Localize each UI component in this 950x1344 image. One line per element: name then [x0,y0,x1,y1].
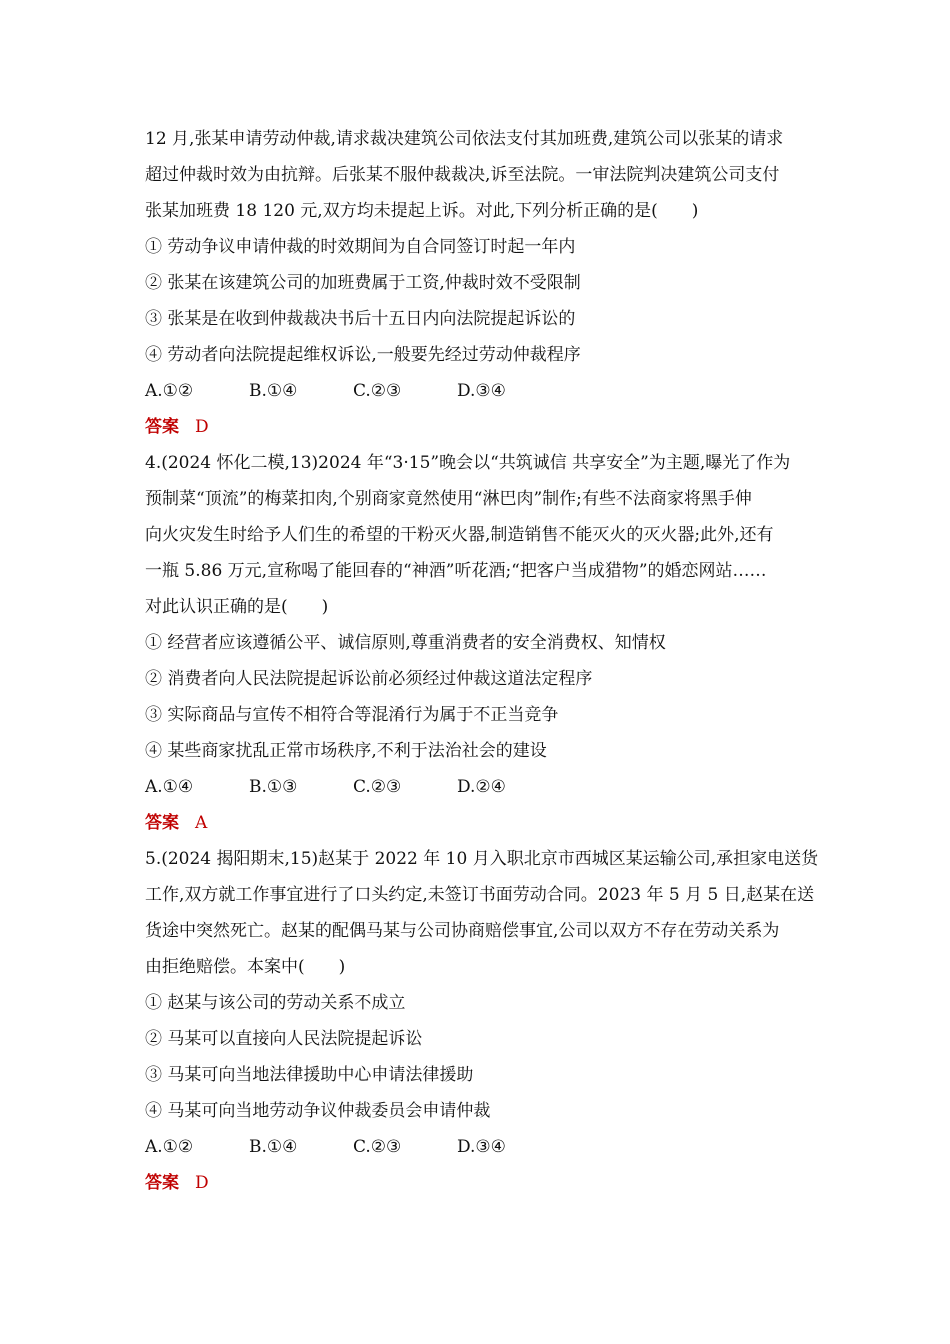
choice-a: A.①④ [145,777,194,797]
choice-c: C.②③ [353,777,402,797]
option-statement: ① 劳动争议申请仲裁的时效期间为自合同签订时起一年内 [145,237,576,257]
answer-line [145,805,815,841]
question-stem-line: 4.(2024 怀化二模,13)2024 年“3·15”晚会以“共筑诚信 共享安全”为主题,曝光了作为 [145,453,791,473]
question-stem-line: 向火灾发生时给予人们生的希望的干粉灭火器,制造销售不能灭火的灭火器;此外,还有 [145,525,774,545]
answer-label: 答案 [145,813,179,833]
choice-b: B.①③ [249,777,298,797]
option-statement: ② 马某可以直接向人民法院提起诉讼 [145,1029,423,1049]
answer-line [145,409,815,445]
option-statement: ② 消费者向人民法院提起诉讼前必须经过仲裁这道法定程序 [145,669,593,689]
question-stem-line: 5.(2024 揭阳期末,15)赵某于 2022 年 10 月入职北京市西城区某运输公司,承担家电送货 [145,849,819,869]
answer-label: 答案 [145,1173,179,1193]
option-statement: ③ 实际商品与宣传不相符合等混淆行为属于不正当竞争 [145,705,559,725]
choice-d: D.③④ [457,1137,506,1157]
question-stem-line: 由拒绝赔偿。本案中( ) [145,957,346,977]
question-stem-line: 超过仲裁时效为由抗辩。后张某不服仲裁裁决,诉至法院。一审法院判决建筑公司支付 [145,165,780,185]
choice-b: B.①④ [249,1137,298,1157]
question-stem-line: 对此认识正确的是( ) [145,597,329,617]
answer-choices [145,769,815,805]
option-statement: ④ 劳动者向法院提起维权诉讼,一般要先经过劳动仲裁程序 [145,345,581,365]
option-statement: ① 赵某与该公司的劳动关系不成立 [145,993,406,1013]
choice-d: D.③④ [457,381,506,401]
choice-c: C.②③ [353,1137,402,1157]
question-stem-line: 货途中突然死亡。赵某的配偶马某与公司协商赔偿事宜,公司以双方不存在劳动关系为 [145,921,780,941]
answer-label: 答案 [145,417,179,437]
choice-b: B.①④ [249,381,298,401]
choice-a: A.①② [145,1137,194,1157]
option-statement: ④ 马某可向当地劳动争议仲裁委员会申请仲裁 [145,1101,491,1121]
choice-a: A.①② [145,381,194,401]
document-page [145,121,819,1201]
option-statement: ① 经营者应该遵循公平、诚信原则,尊重消费者的安全消费权、知情权 [145,633,666,653]
question-stem-line: 一瓶 5.86 万元,宣称喝了能回春的“神酒”听花酒;“把客户当成猎物”的婚恋网站…… [145,561,767,581]
answer-choices [145,1129,815,1165]
question-stem-line: 工作,双方就工作事宜进行了口头约定,未签订书面劳动合同。2023 年 5 月 5 日,赵某在送 [145,885,815,905]
question-4 [145,445,815,841]
choice-d: D.②④ [457,777,506,797]
answer-value: A [195,813,208,833]
question-3 [145,121,815,445]
question-stem-line: 预制菜“顶流”的梅菜扣肉,个别商家竟然使用“淋巴肉”制作;有些不法商家将黑手伸 [145,489,752,509]
question-stem-line: 张某加班费 18 120 元,双方均未提起上诉。对此,下列分析正确的是( ) [145,201,699,221]
answer-value: D [195,417,209,437]
answer-line [145,1165,815,1201]
choice-c: C.②③ [353,381,402,401]
answer-value: D [195,1173,209,1193]
option-statement: ③ 马某可向当地法律援助中心申请法律援助 [145,1065,474,1085]
question-5 [145,841,819,1201]
option-statement: ③ 张某是在收到仲裁裁决书后十五日内向法院提起诉讼的 [145,309,576,329]
answer-choices [145,373,815,409]
option-statement: ② 张某在该建筑公司的加班费属于工资,仲裁时效不受限制 [145,273,581,293]
question-stem-line: 12 月,张某申请劳动仲裁,请求裁决建筑公司依法支付其加班费,建筑公司以张某的请求 [145,129,784,149]
option-statement: ④ 某些商家扰乱正常市场秩序,不利于法治社会的建设 [145,741,547,761]
